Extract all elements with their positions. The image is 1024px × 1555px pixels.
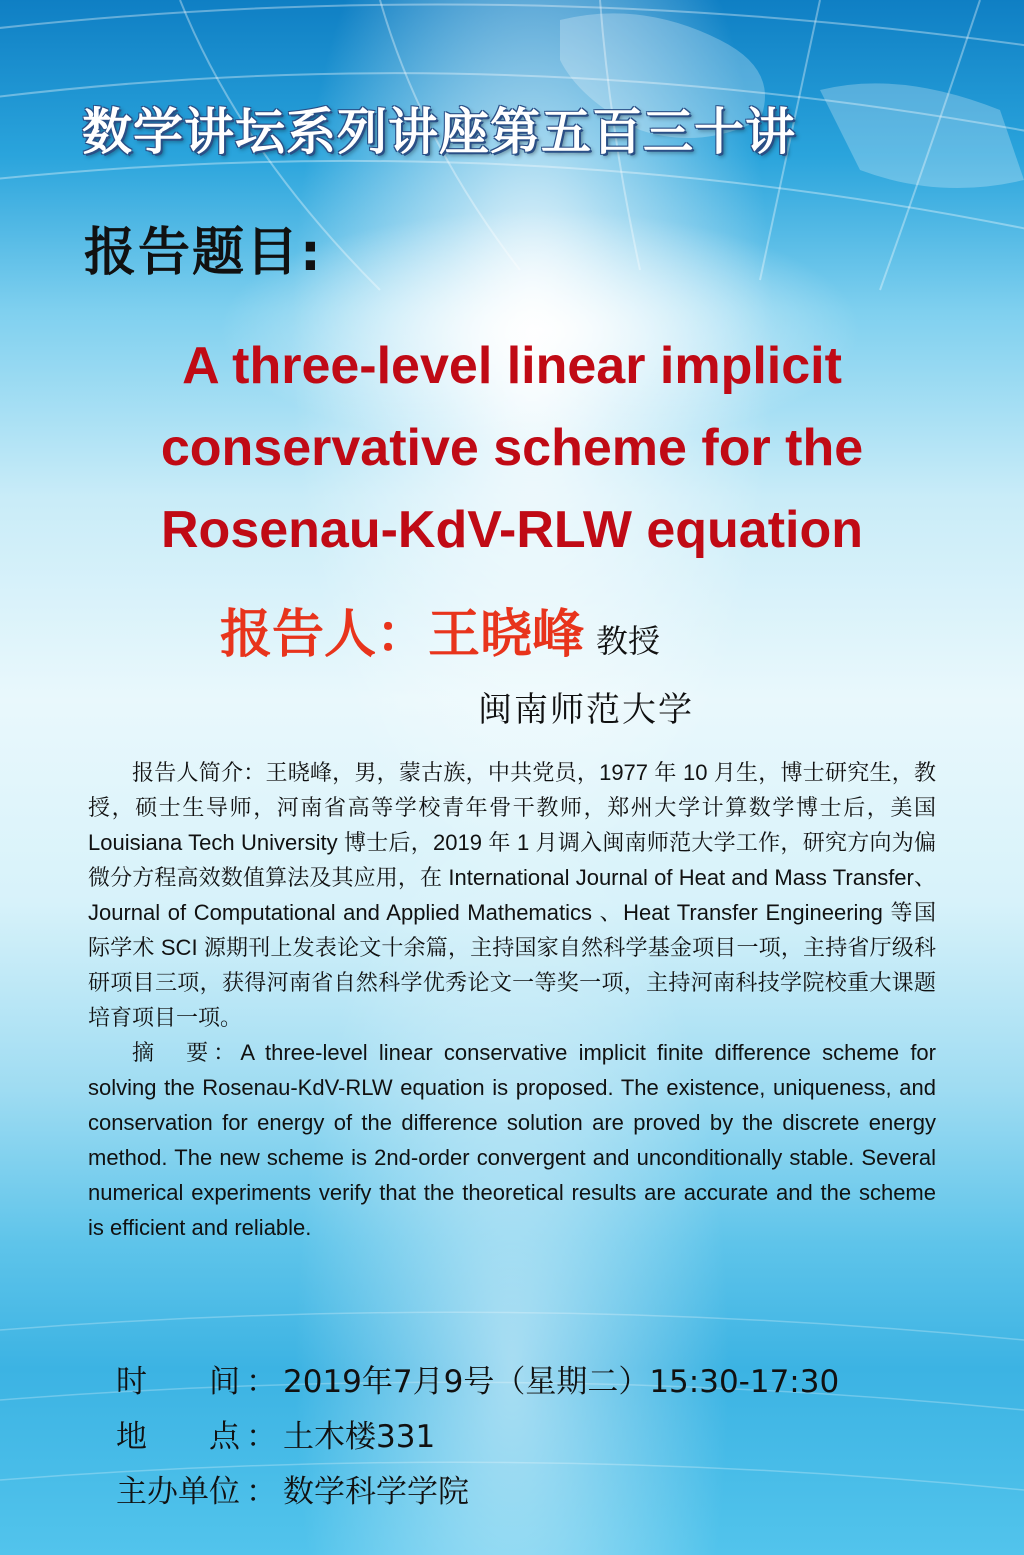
talk-title-line: conservative scheme for the bbox=[160, 419, 864, 477]
talk-title-line: Rosenau-KdV-RLW equation bbox=[161, 501, 863, 559]
colon: ： bbox=[246, 1474, 277, 1510]
speaker-title: 教授 bbox=[596, 622, 661, 660]
host-row bbox=[116, 1466, 469, 1511]
speaker-bio: 报告人简介：王晓峰，男，蒙古族，中共党员，1977 年 10 月生，博士研究生，教授，硕士生导师，河南省高等学校青年骨干教师，郑州大学计算数学博士后，美国 Louisiana Tech University 博士后，2019 年 1 月调入闽南师范大学工作，研究方向为偏微分方程高效数值算法及其应用，在 International Journal of Heat and Mass Transfer、Journal of Computational and Applied Mathematics 、Heat Transfer Engineering 等国际学术 SCI 源期刊上发表论文十余篇，主持国家自然科学基金项目一项，主持省厅级科研项目三项，获得河南省自然科学优秀论文一等奖一项，主持河南科技学院校重大课题培育项目一项。 bbox=[88, 760, 936, 1030]
speaker-label: 报告人： bbox=[220, 604, 429, 665]
time-row bbox=[116, 1356, 839, 1401]
speaker-line bbox=[220, 592, 660, 667]
host-value: 数学科学学院 bbox=[283, 1474, 469, 1510]
topic-label: 报告题目: bbox=[84, 223, 323, 283]
colon: ： bbox=[246, 1364, 277, 1400]
series-title: 数学讲坛系列讲座第五百三十讲 bbox=[82, 102, 796, 161]
place-value: 土木楼331 bbox=[283, 1419, 436, 1455]
speaker-name: 王晓峰 bbox=[428, 604, 585, 665]
speaker-affiliation: 闽南师范大学 bbox=[478, 690, 694, 730]
talk-title bbox=[0, 325, 1024, 571]
colon: ： bbox=[246, 1419, 277, 1455]
description-block bbox=[88, 755, 936, 1245]
place-row bbox=[116, 1411, 435, 1456]
time-value: 2019年7月9号（星期二）15:30-17:30 bbox=[283, 1364, 840, 1400]
abstract: 摘 要：A three-level linear conservative implicit finite difference scheme for solving the Rosenau-KdV-RLW equation is proposed. The existence, uniqueness, and conservation for energy of the difference solution are proved by the discrete energy method. The new scheme is 2nd-order convergent and unconditionally stable. Several numerical experiments verify that the theoretical results are accurate and the scheme is efficient and reliable. bbox=[88, 1040, 936, 1240]
place-label: 地 点 bbox=[116, 1419, 240, 1455]
talk-title-line: A three-level linear implicit bbox=[182, 337, 842, 395]
time-label: 时 间 bbox=[116, 1364, 240, 1400]
host-label: 主办单位 bbox=[116, 1474, 240, 1510]
